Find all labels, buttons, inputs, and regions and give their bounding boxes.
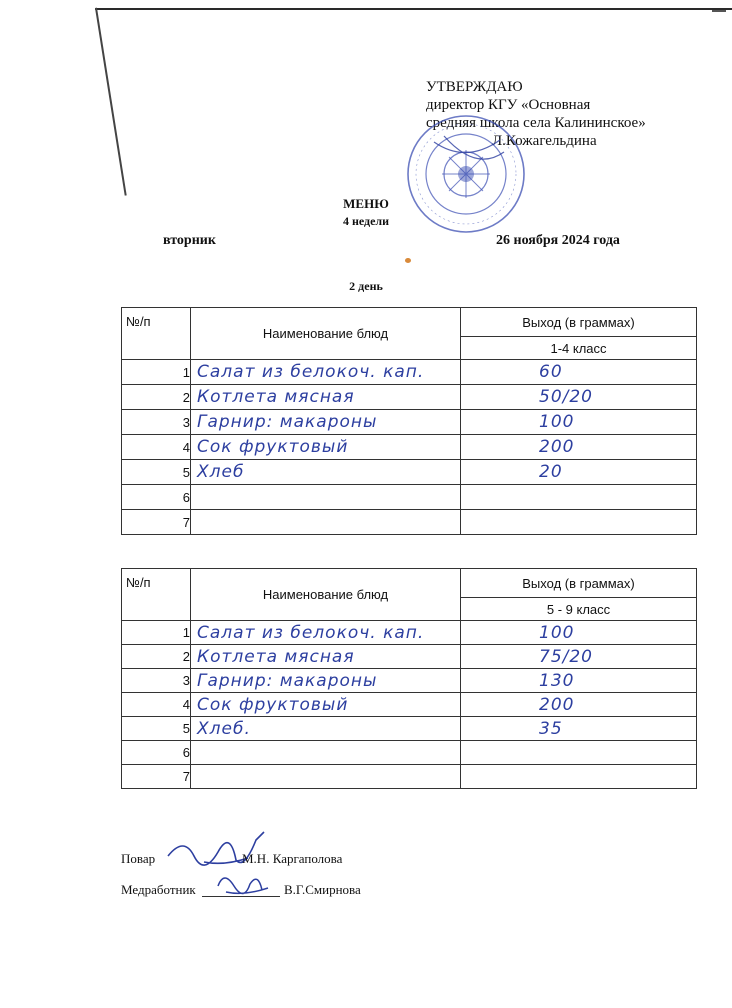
table-row xyxy=(122,669,697,693)
table-row xyxy=(122,410,697,435)
dish-name-cell xyxy=(191,765,461,789)
dish-output xyxy=(461,767,539,787)
dish-name xyxy=(191,767,197,787)
dish-name-cell xyxy=(191,485,461,510)
dish-output: 200 xyxy=(539,694,575,715)
dish-output: 130 xyxy=(539,670,575,691)
row-number: 4 xyxy=(122,435,191,460)
dish-output-cell xyxy=(461,717,697,741)
date-label: 26 ноября 2024 года xyxy=(496,233,620,248)
dish-output-cell xyxy=(461,765,697,789)
table-row xyxy=(122,360,697,385)
dish-output-cell xyxy=(461,485,697,510)
row-number: 7 xyxy=(122,765,191,789)
table-row xyxy=(122,765,697,789)
dish-output-cell xyxy=(461,510,697,535)
dish-name-cell xyxy=(191,360,461,385)
menu-table-grades-1-4 xyxy=(121,307,697,535)
approval-director: директор КГУ «Основная xyxy=(426,97,591,113)
dish-output-cell xyxy=(461,621,697,645)
dish-output-cell xyxy=(461,693,697,717)
row-number: 6 xyxy=(122,741,191,765)
col-num-header: №/п xyxy=(122,308,191,360)
dish-name xyxy=(191,487,197,507)
dish-name-cell xyxy=(191,669,461,693)
col-dish-header: Наименование блюд xyxy=(191,569,461,621)
medic-signature-line xyxy=(202,896,280,897)
medic-signature-icon xyxy=(212,866,282,900)
dish-output-cell xyxy=(461,645,697,669)
dish-name: Хлеб. xyxy=(197,718,251,739)
row-number: 1 xyxy=(122,360,191,385)
dish-output-cell xyxy=(461,360,697,385)
row-number: 7 xyxy=(122,510,191,535)
page-edge-top xyxy=(95,8,732,10)
row-number: 6 xyxy=(122,485,191,510)
day-label: 2 день xyxy=(349,279,383,293)
row-number: 3 xyxy=(122,669,191,693)
table-row xyxy=(122,621,697,645)
table-row xyxy=(122,510,697,535)
dish-output: 75/20 xyxy=(539,646,593,667)
weekday-label: вторник xyxy=(163,233,216,248)
dish-name: Гарнир: макароны xyxy=(197,670,378,691)
group-label: 1-4 класс xyxy=(461,337,697,360)
approval-school: средняя школа села Калининское» xyxy=(426,115,646,131)
dish-name-cell xyxy=(191,385,461,410)
ink-mark xyxy=(405,258,411,263)
row-number: 2 xyxy=(122,645,191,669)
dish-output xyxy=(461,487,539,507)
page-corner-mark xyxy=(712,10,726,12)
dish-name: Гарнир: макароны xyxy=(197,412,378,432)
table-header-row xyxy=(122,308,697,337)
dish-output xyxy=(461,743,539,763)
menu-title: МЕНЮ xyxy=(343,196,389,211)
dish-output xyxy=(461,512,539,532)
table-body xyxy=(122,360,697,535)
medic-label: Медработник xyxy=(121,882,196,897)
row-number: 2 xyxy=(122,385,191,410)
dish-name-cell xyxy=(191,410,461,435)
dish-output: 20 xyxy=(539,462,563,482)
menu-table-grades-5-9 xyxy=(121,568,697,789)
dish-output: 200 xyxy=(539,437,575,457)
table-row xyxy=(122,693,697,717)
cook-name: М.Н. Каргаполова xyxy=(242,851,343,866)
dish-output: 60 xyxy=(539,362,563,382)
dish-name-cell xyxy=(191,741,461,765)
table-row xyxy=(122,645,697,669)
approval-signer: Л.Кожагельдина xyxy=(492,133,597,149)
table-row xyxy=(122,741,697,765)
dish-name-cell xyxy=(191,645,461,669)
row-number: 5 xyxy=(122,460,191,485)
col-dish-header: Наименование блюд xyxy=(191,308,461,360)
dish-output: 100 xyxy=(539,622,575,643)
dish-name: Котлета мясная xyxy=(197,646,355,667)
row-number: 4 xyxy=(122,693,191,717)
table-row xyxy=(122,717,697,741)
dish-name: Котлета мясная xyxy=(197,387,355,407)
dish-name-cell xyxy=(191,510,461,535)
dish-name: Хлеб xyxy=(197,462,245,482)
table-row xyxy=(122,460,697,485)
dish-output: 50/20 xyxy=(539,387,593,407)
col-output-header: Выход (в граммах) xyxy=(461,308,697,337)
table-header-row xyxy=(122,569,697,598)
dish-name xyxy=(191,512,197,532)
dish-name: Сок фруктовый xyxy=(197,694,349,715)
dish-name: Салат из белокоч. кап. xyxy=(197,622,425,643)
dish-name-cell xyxy=(191,717,461,741)
dish-name-cell xyxy=(191,621,461,645)
dish-output: 100 xyxy=(539,412,575,432)
page-fold-edge xyxy=(95,8,127,196)
row-number: 3 xyxy=(122,410,191,435)
dish-name-cell xyxy=(191,693,461,717)
cook-label: Повар xyxy=(121,851,156,866)
col-num-header: №/п xyxy=(122,569,191,621)
dish-output-cell xyxy=(461,460,697,485)
dish-name-cell xyxy=(191,460,461,485)
group-label: 5 - 9 класс xyxy=(461,598,697,621)
dish-output: 35 xyxy=(539,718,563,739)
row-number: 5 xyxy=(122,717,191,741)
approval-heading: УТВЕРЖДАЮ xyxy=(426,79,523,95)
table-row xyxy=(122,385,697,410)
dish-name: Сок фруктовый xyxy=(197,437,349,457)
dish-output-cell xyxy=(461,435,697,460)
dish-name: Салат из белокоч. кап. xyxy=(197,362,425,382)
week-label: 4 недели xyxy=(342,214,390,228)
dish-output-cell xyxy=(461,741,697,765)
dish-name xyxy=(191,743,197,763)
table-row xyxy=(122,435,697,460)
dish-output-cell xyxy=(461,385,697,410)
col-output-header: Выход (в граммах) xyxy=(461,569,697,598)
table-row xyxy=(122,485,697,510)
dish-output-cell xyxy=(461,410,697,435)
table-body xyxy=(122,621,697,789)
medic-name: В.Г.Смирнова xyxy=(284,882,361,897)
row-number: 1 xyxy=(122,621,191,645)
dish-name-cell xyxy=(191,435,461,460)
dish-output-cell xyxy=(461,669,697,693)
